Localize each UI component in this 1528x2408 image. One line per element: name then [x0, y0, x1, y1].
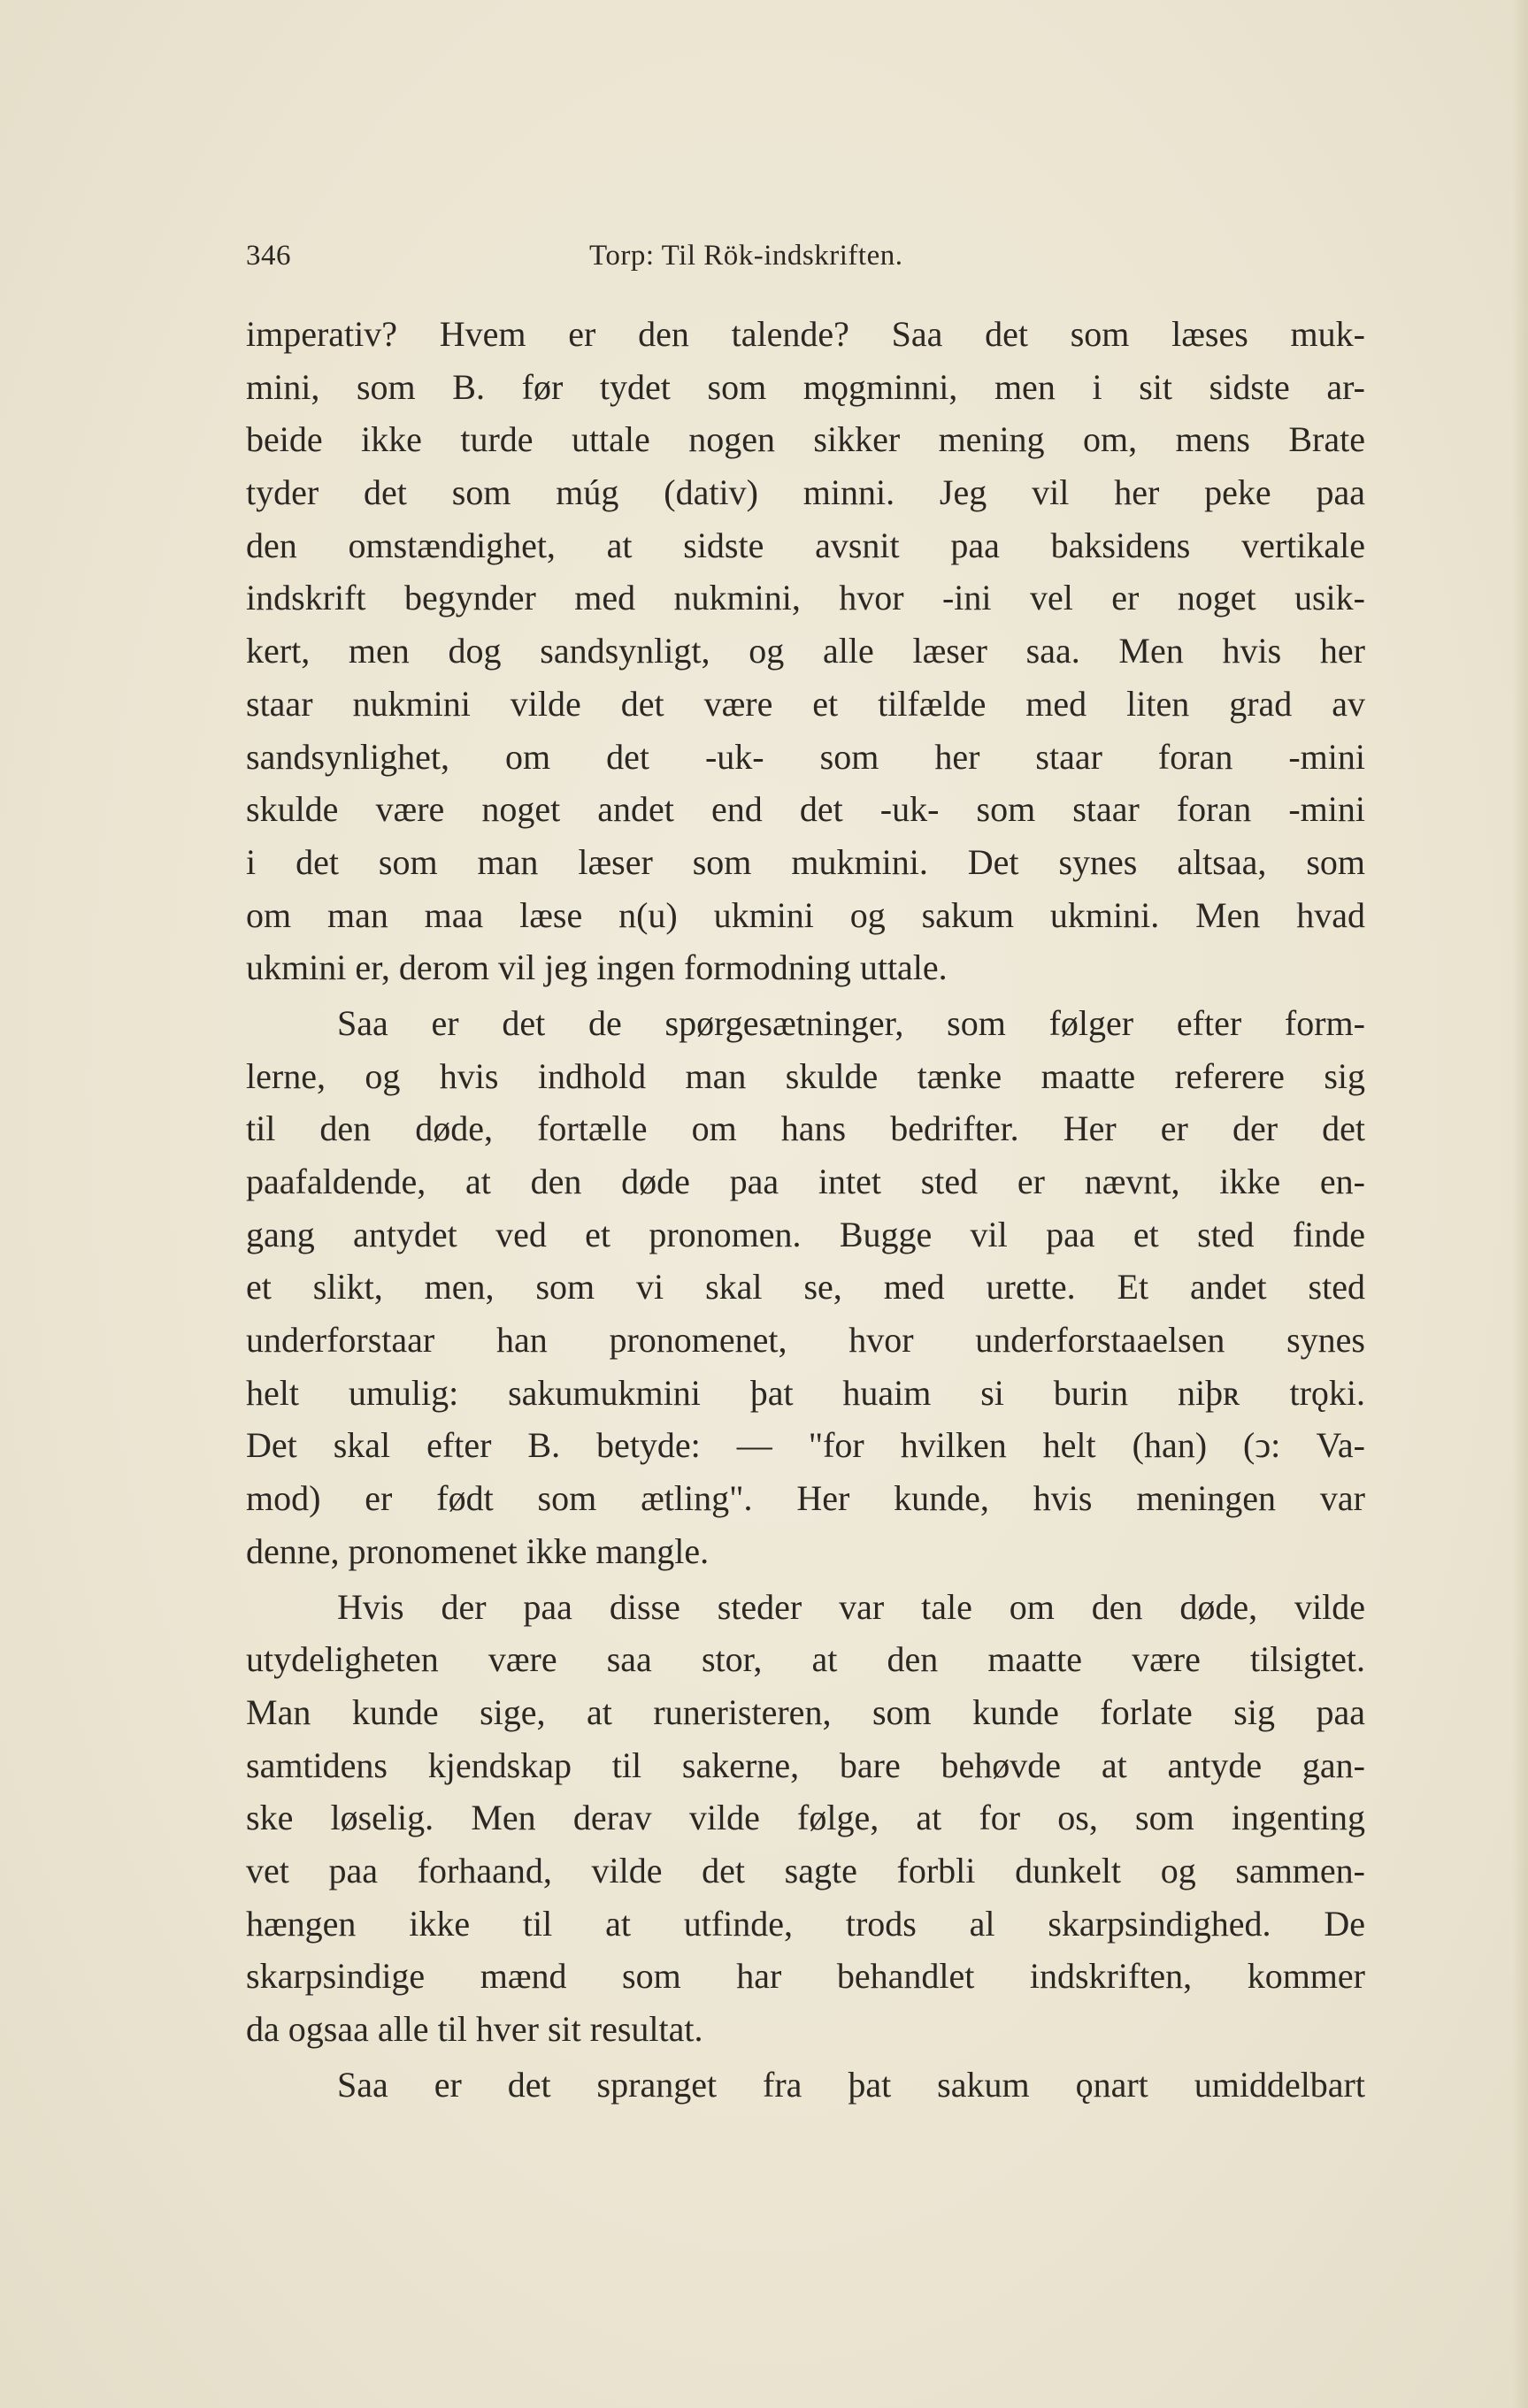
- text-line: beide ikke turde uttale nogen sikker mening om, mens Brate: [246, 419, 1365, 460]
- text-line: Hvis der paa disse steder var tale om den døde, vilde: [337, 1586, 1365, 1627]
- text-line: ukmini er, derom vil jeg ingen formodning uttale.: [246, 947, 948, 988]
- text-line: i det som man læser som mukmini. Det synes altsaa, som: [246, 841, 1365, 882]
- text-line: tyder det som múg (dativ) minni. Jeg vil her peke paa: [246, 472, 1365, 513]
- page-number: 346: [246, 240, 291, 272]
- text-line: et slikt, men, som vi skal se, med urette. Et andet sted: [246, 1267, 1365, 1308]
- page-edge-shadow: [1512, 0, 1528, 2408]
- running-title: Torp: Til Rök-indskriften.: [589, 240, 903, 272]
- text-line: kert, men dog sandsynligt, og alle læser saa. Men hvis her: [246, 631, 1365, 671]
- text-line: denne, pronomenet ikke mangle.: [246, 1530, 710, 1571]
- text-line: indskrift begynder med nukmini, hvor -ini vel er noget usik-: [246, 578, 1365, 618]
- text-line: Saa er det spranget fra þat sakum ǫnart umiddelbart: [337, 2064, 1365, 2105]
- text-line: Saa er det de spørgesætninger, som følger efter form-: [337, 1002, 1365, 1043]
- text-line: mini, som B. før tydet som mǫgminni, men i sit sidste ar-: [246, 366, 1365, 407]
- text-line: til den døde, fortælle om hans bedrifter. Her er der det: [246, 1108, 1365, 1149]
- text-line: da ogsaa alle til hver sit resultat.: [246, 2009, 703, 2049]
- text-line: samtidens kjendskap til sakerne, bare behøvde at antyde gan-: [246, 1745, 1365, 1785]
- text-line: lerne, og hvis indhold man skulde tænke maatte referere sig: [246, 1055, 1365, 1096]
- text-line: imperativ? Hvem er den talende? Saa det som læses muk-: [246, 314, 1365, 354]
- text-line: hængen ikke til at utfinde, trods al skarpsindighed. De: [246, 1903, 1365, 1944]
- text-line: skulde være noget andet end det -uk- som staar foran -mini: [246, 789, 1365, 830]
- text-line: gang antydet ved et pronomen. Bugge vil paa et sted finde: [246, 1214, 1365, 1254]
- body-text: [246, 308, 1365, 2111]
- text-line: ske løselig. Men derav vilde følge, at for os, som ingenting: [246, 1798, 1365, 1838]
- text-line: den omstændighet, at sidste avsnit paa baksidens vertikale: [246, 525, 1365, 565]
- text-line: utydeligheten være saa stor, at den maatte være tilsigtet.: [246, 1639, 1365, 1680]
- text-line: Det skal efter B. betyde: — "for hvilken helt (han) (ↄ: Va-: [246, 1425, 1365, 1466]
- text-line: helt umulig: sakumukmini þat huaim si burin niþʀ trǫki.: [246, 1372, 1365, 1413]
- text-line: om man maa læse n(u) ukmini og sakum ukmini. Men hvad: [246, 894, 1365, 935]
- text-line: skarpsindige mænd som har behandlet indskriften, kommer: [246, 1956, 1365, 1997]
- text-line: paafaldende, at den døde paa intet sted er nævnt, ikke en-: [246, 1162, 1365, 1201]
- text-line: vet paa forhaand, vilde det sagte forbli dunkelt og sammen-: [246, 1850, 1365, 1890]
- page-header: [246, 240, 1365, 284]
- text-line: staar nukmini vilde det være et tilfælde med liten grad av: [246, 683, 1365, 724]
- text-line: Man kunde sige, at runeristeren, som kunde forlate sig paa: [246, 1691, 1365, 1732]
- text-line: mod) er født som ætling". Her kunde, hvis meningen var: [246, 1478, 1365, 1519]
- text-line: sandsynlighet, om det -uk- som her staar foran -mini: [246, 736, 1365, 777]
- text-line: underforstaar han pronomenet, hvor underforstaaelsen synes: [246, 1320, 1365, 1361]
